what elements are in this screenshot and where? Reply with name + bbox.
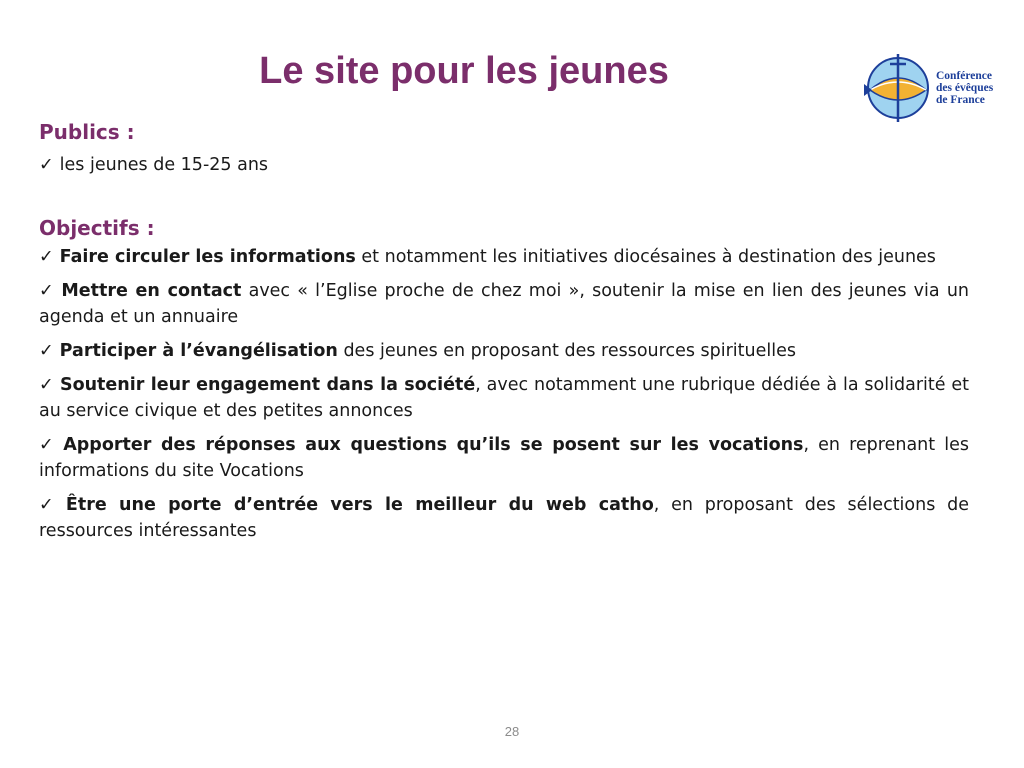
check-icon: ✓ xyxy=(39,375,54,395)
objectif-bold-text: Participer à l’évangélisation xyxy=(59,341,338,361)
slide-title: Le site pour les jeunes xyxy=(259,50,669,92)
objectif-item-2 xyxy=(39,278,969,330)
objectif-item-4 xyxy=(39,372,969,424)
slide-content xyxy=(39,118,969,552)
objectif-item-6 xyxy=(39,492,969,544)
publics-item-text: les jeunes de 15-25 ans xyxy=(59,155,269,175)
objectif-item-1 xyxy=(39,244,969,270)
check-icon: ✓ xyxy=(39,435,58,455)
objectif-text: des jeunes en proposant des ressources spirituelles xyxy=(337,341,797,361)
logo-line-2: des évêques xyxy=(936,82,994,94)
logo-line-3: de France xyxy=(936,94,985,106)
check-icon: ✓ xyxy=(39,341,54,361)
objectif-item-5 xyxy=(39,432,969,484)
objectif-text: , en reprenant les informations du site Vocations xyxy=(39,435,969,481)
objectif-bold-text: Faire circuler les informations xyxy=(59,247,356,267)
logo-line-1: Conférence xyxy=(936,70,992,82)
objectif-text: , en proposant des sélections de ressources intéressantes xyxy=(39,495,969,541)
objectif-bold-text: Mettre en contact xyxy=(61,281,242,301)
objectif-text: avec « l’Eglise proche de chez moi », soutenir la mise en lien des jeunes via un agenda et un annuaire xyxy=(39,281,970,327)
cef-logo xyxy=(862,52,1012,124)
objectif-bold-text: Apporter des réponses aux questions qu’ils se posent sur les vocations xyxy=(63,435,804,455)
objectif-bold-text: Être une porte d’entrée vers le meilleur du web catho xyxy=(65,495,654,515)
publics-item xyxy=(39,152,969,178)
publics-heading: Publics : xyxy=(39,120,135,144)
objectif-text: et notamment les initiatives diocésaines à destination des jeunes xyxy=(355,247,936,267)
check-icon: ✓ xyxy=(39,247,54,267)
page-number: 28 xyxy=(504,724,520,739)
objectif-bold-text: Soutenir leur engagement dans la société xyxy=(59,375,476,395)
check-icon: ✓ xyxy=(39,281,56,301)
cross-fish-emblem-icon xyxy=(862,52,934,124)
objectif-item-3 xyxy=(39,338,969,364)
objectifs-heading: Objectifs : xyxy=(39,216,155,240)
check-icon: ✓ xyxy=(39,155,54,175)
logo-text xyxy=(936,70,993,106)
objectif-text: , avec notamment une rubrique dédiée à la solidarité et au service civique et des petites annonces xyxy=(39,375,969,421)
check-icon: ✓ xyxy=(39,495,60,515)
